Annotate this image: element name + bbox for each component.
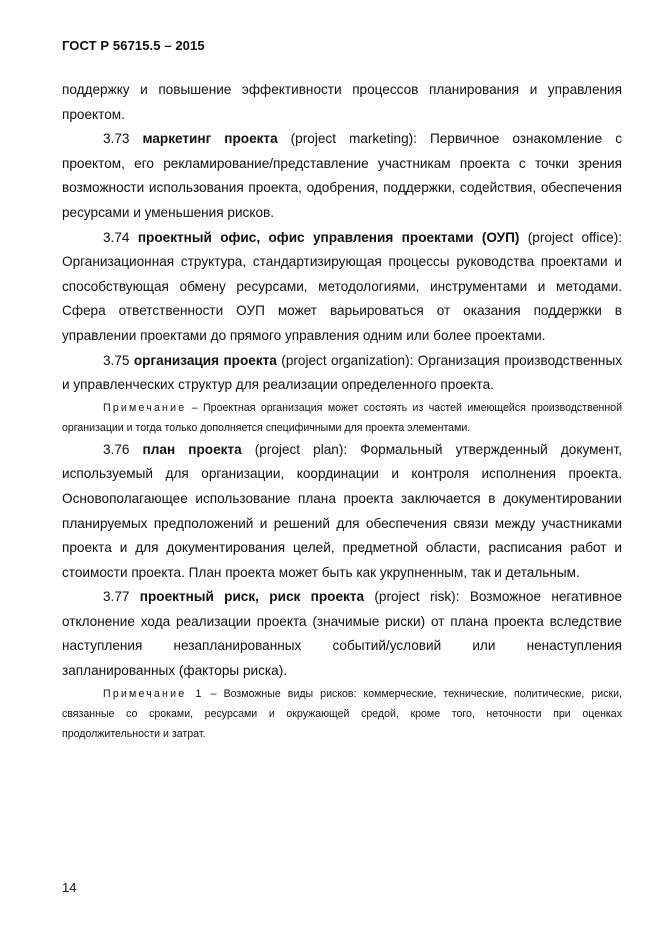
note-3-77 <box>62 684 622 744</box>
definition-number: 3.75 <box>103 352 134 368</box>
definition-text: (project plan): Формальный утвержденный документ, используемый для организации, координации и контроля исполнения проекта. Основополагающее использование плана проекта заключается в документировании планируемых предположений и решений для обеспечения связи между участниками проекта и для документирования целей, предметной области, расписания работ и стоимости проекта. План проекта может быть как укрупненным, так и детальным. <box>62 441 622 580</box>
definition-text: (project risk): Возможное негативное отклонение хода реализации проекта (значимые риски) от плана проекта вследствие наступления незапланированных событий/условий или ненаступления запланированных (факторы риска). <box>62 589 622 679</box>
definition-number: 3.77 <box>103 589 140 605</box>
page-body <box>62 78 622 744</box>
note-label: Примечание 1 <box>103 687 204 700</box>
definition-text: (project office): Организационная структура, стандартизирующая процессы руководства проектами и способствующая обмену ресурсами, методологиями, инструментами и методами. Сфера ответственности ОУП может варьироваться от оказания поддержки в управлении проектами до прямого управления одним или более проектами. <box>62 229 623 343</box>
document-header: ГОСТ Р 56715.5 – 2015 <box>62 38 205 53</box>
definition-term: организация проекта <box>133 352 277 368</box>
definition-term: проектный офис, офис управления проектами (ОУП) <box>137 229 520 245</box>
note-text: – Возможные виды рисков: коммерческие, технические, политические, риски, связанные со сроками, ресурсами и окружающей средой, кроме того, неточности при оценках продолжительности и затрат. <box>62 687 622 740</box>
definition-number: 3.73 <box>103 131 143 147</box>
note-label: Примечание <box>103 401 187 414</box>
definition-term: маркетинг проекта <box>142 131 278 147</box>
definition-number: 3.76 <box>103 441 143 457</box>
definition-term: план проекта <box>142 441 242 457</box>
definition-text: (project marketing): Первичное ознакомление с проектом, его рекламирование/представление участникам проекта с точки зрения возможности использования проекта, одобрения, поддержки, содействия, обеспечения ресурсами и уменьшения рисков. <box>62 131 622 220</box>
note-text: – Проектная организация может состоять из частей имеющейся производственной организации и тогда только дополняется специфичными для проекта элементами. <box>62 401 622 434</box>
page-number: 14 <box>62 880 77 895</box>
definition-number: 3.74 <box>103 229 138 245</box>
definition-3-73 <box>62 127 622 225</box>
note-3-75 <box>62 398 622 438</box>
definition-term: проектный риск, риск проекта <box>139 589 365 605</box>
definition-3-76 <box>62 438 622 586</box>
intro-paragraph: поддержку и повышение эффективности процессов планирования и управления проектом. <box>62 82 622 122</box>
definition-3-75 <box>62 349 622 398</box>
definition-3-77 <box>62 585 622 683</box>
definition-3-74 <box>62 226 622 349</box>
definition-text: (project organization): Организация производственных и управленческих структур для реализации определенного проекта. <box>62 352 623 393</box>
